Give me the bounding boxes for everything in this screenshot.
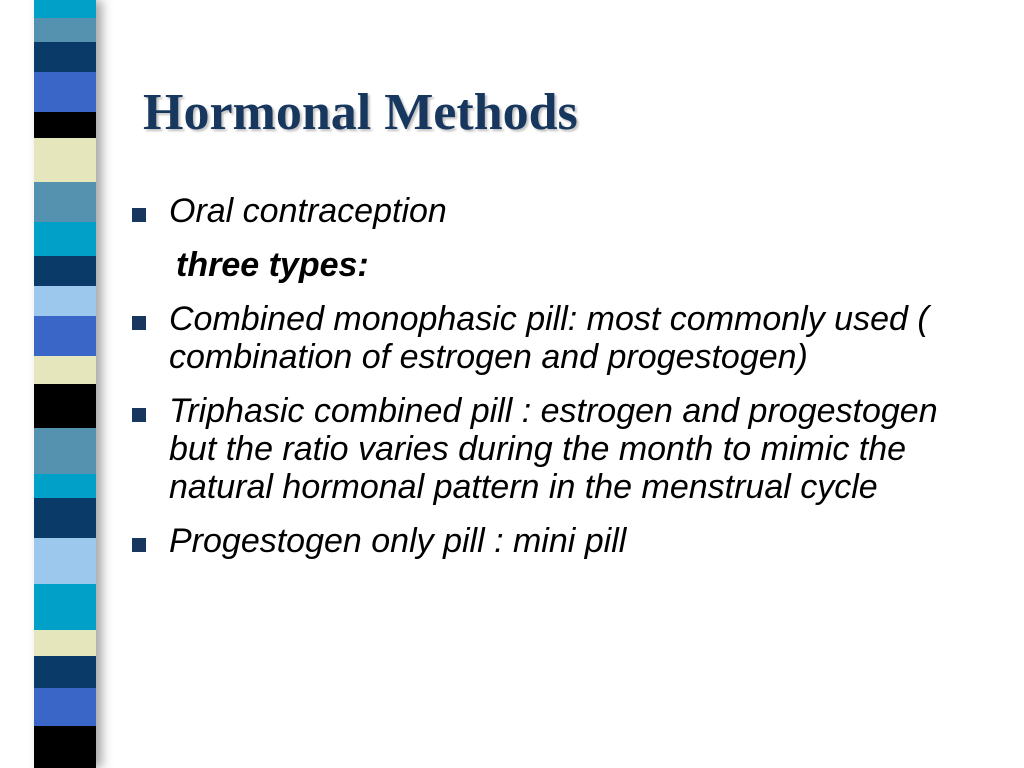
- stripe-segment: [34, 688, 96, 726]
- list-item: [128, 192, 978, 230]
- decorative-stripe-bar: [34, 0, 96, 768]
- stripe-segment: [34, 0, 96, 18]
- square-bullet-icon: [132, 538, 146, 552]
- list-item-text: Progestogen only pill : mini pill: [169, 522, 627, 560]
- square-bullet-icon: [132, 208, 146, 222]
- sub-heading: [128, 246, 978, 284]
- stripe-segment: [34, 112, 96, 138]
- stripe-segment: [34, 138, 96, 182]
- stripe-segment: [34, 256, 96, 286]
- list-item-text: Oral contraception: [169, 192, 447, 230]
- stripe-segment: [34, 656, 96, 688]
- stripe-segment: [34, 428, 96, 474]
- stripe-segment: [34, 42, 96, 72]
- square-bullet-icon: [132, 408, 146, 422]
- stripe-segment: [34, 630, 96, 656]
- list-item: [128, 300, 978, 376]
- stripe-segment: [34, 384, 96, 428]
- stripe-segment: [34, 726, 96, 768]
- stripe-segment: [34, 474, 96, 498]
- list-item-text: Triphasic combined pill : estrogen and progestogen but the ratio varies during the month to mimic the natural hormonal pattern in the menstrual cycle: [169, 392, 938, 506]
- list-item: [128, 392, 978, 506]
- stripe-segment: [34, 72, 96, 112]
- list-item: [128, 522, 978, 560]
- stripe-segment: [34, 182, 96, 222]
- stripe-segment: [34, 316, 96, 356]
- sub-heading-text: three types:: [176, 246, 369, 284]
- slide-title: Hormonal Methods: [143, 84, 578, 141]
- list-item-text: Combined monophasic pill: most commonly used ( combination of estrogen and progestogen): [169, 300, 929, 376]
- stripe-segment: [34, 286, 96, 316]
- stripe-segment: [34, 584, 96, 630]
- stripe-segment: [34, 538, 96, 584]
- square-bullet-icon: [132, 316, 146, 330]
- stripe-segment: [34, 222, 96, 256]
- bullet-list: [128, 192, 978, 576]
- stripe-segment: [34, 18, 96, 42]
- stripe-segment: [34, 356, 96, 384]
- stripe-segment: [34, 498, 96, 538]
